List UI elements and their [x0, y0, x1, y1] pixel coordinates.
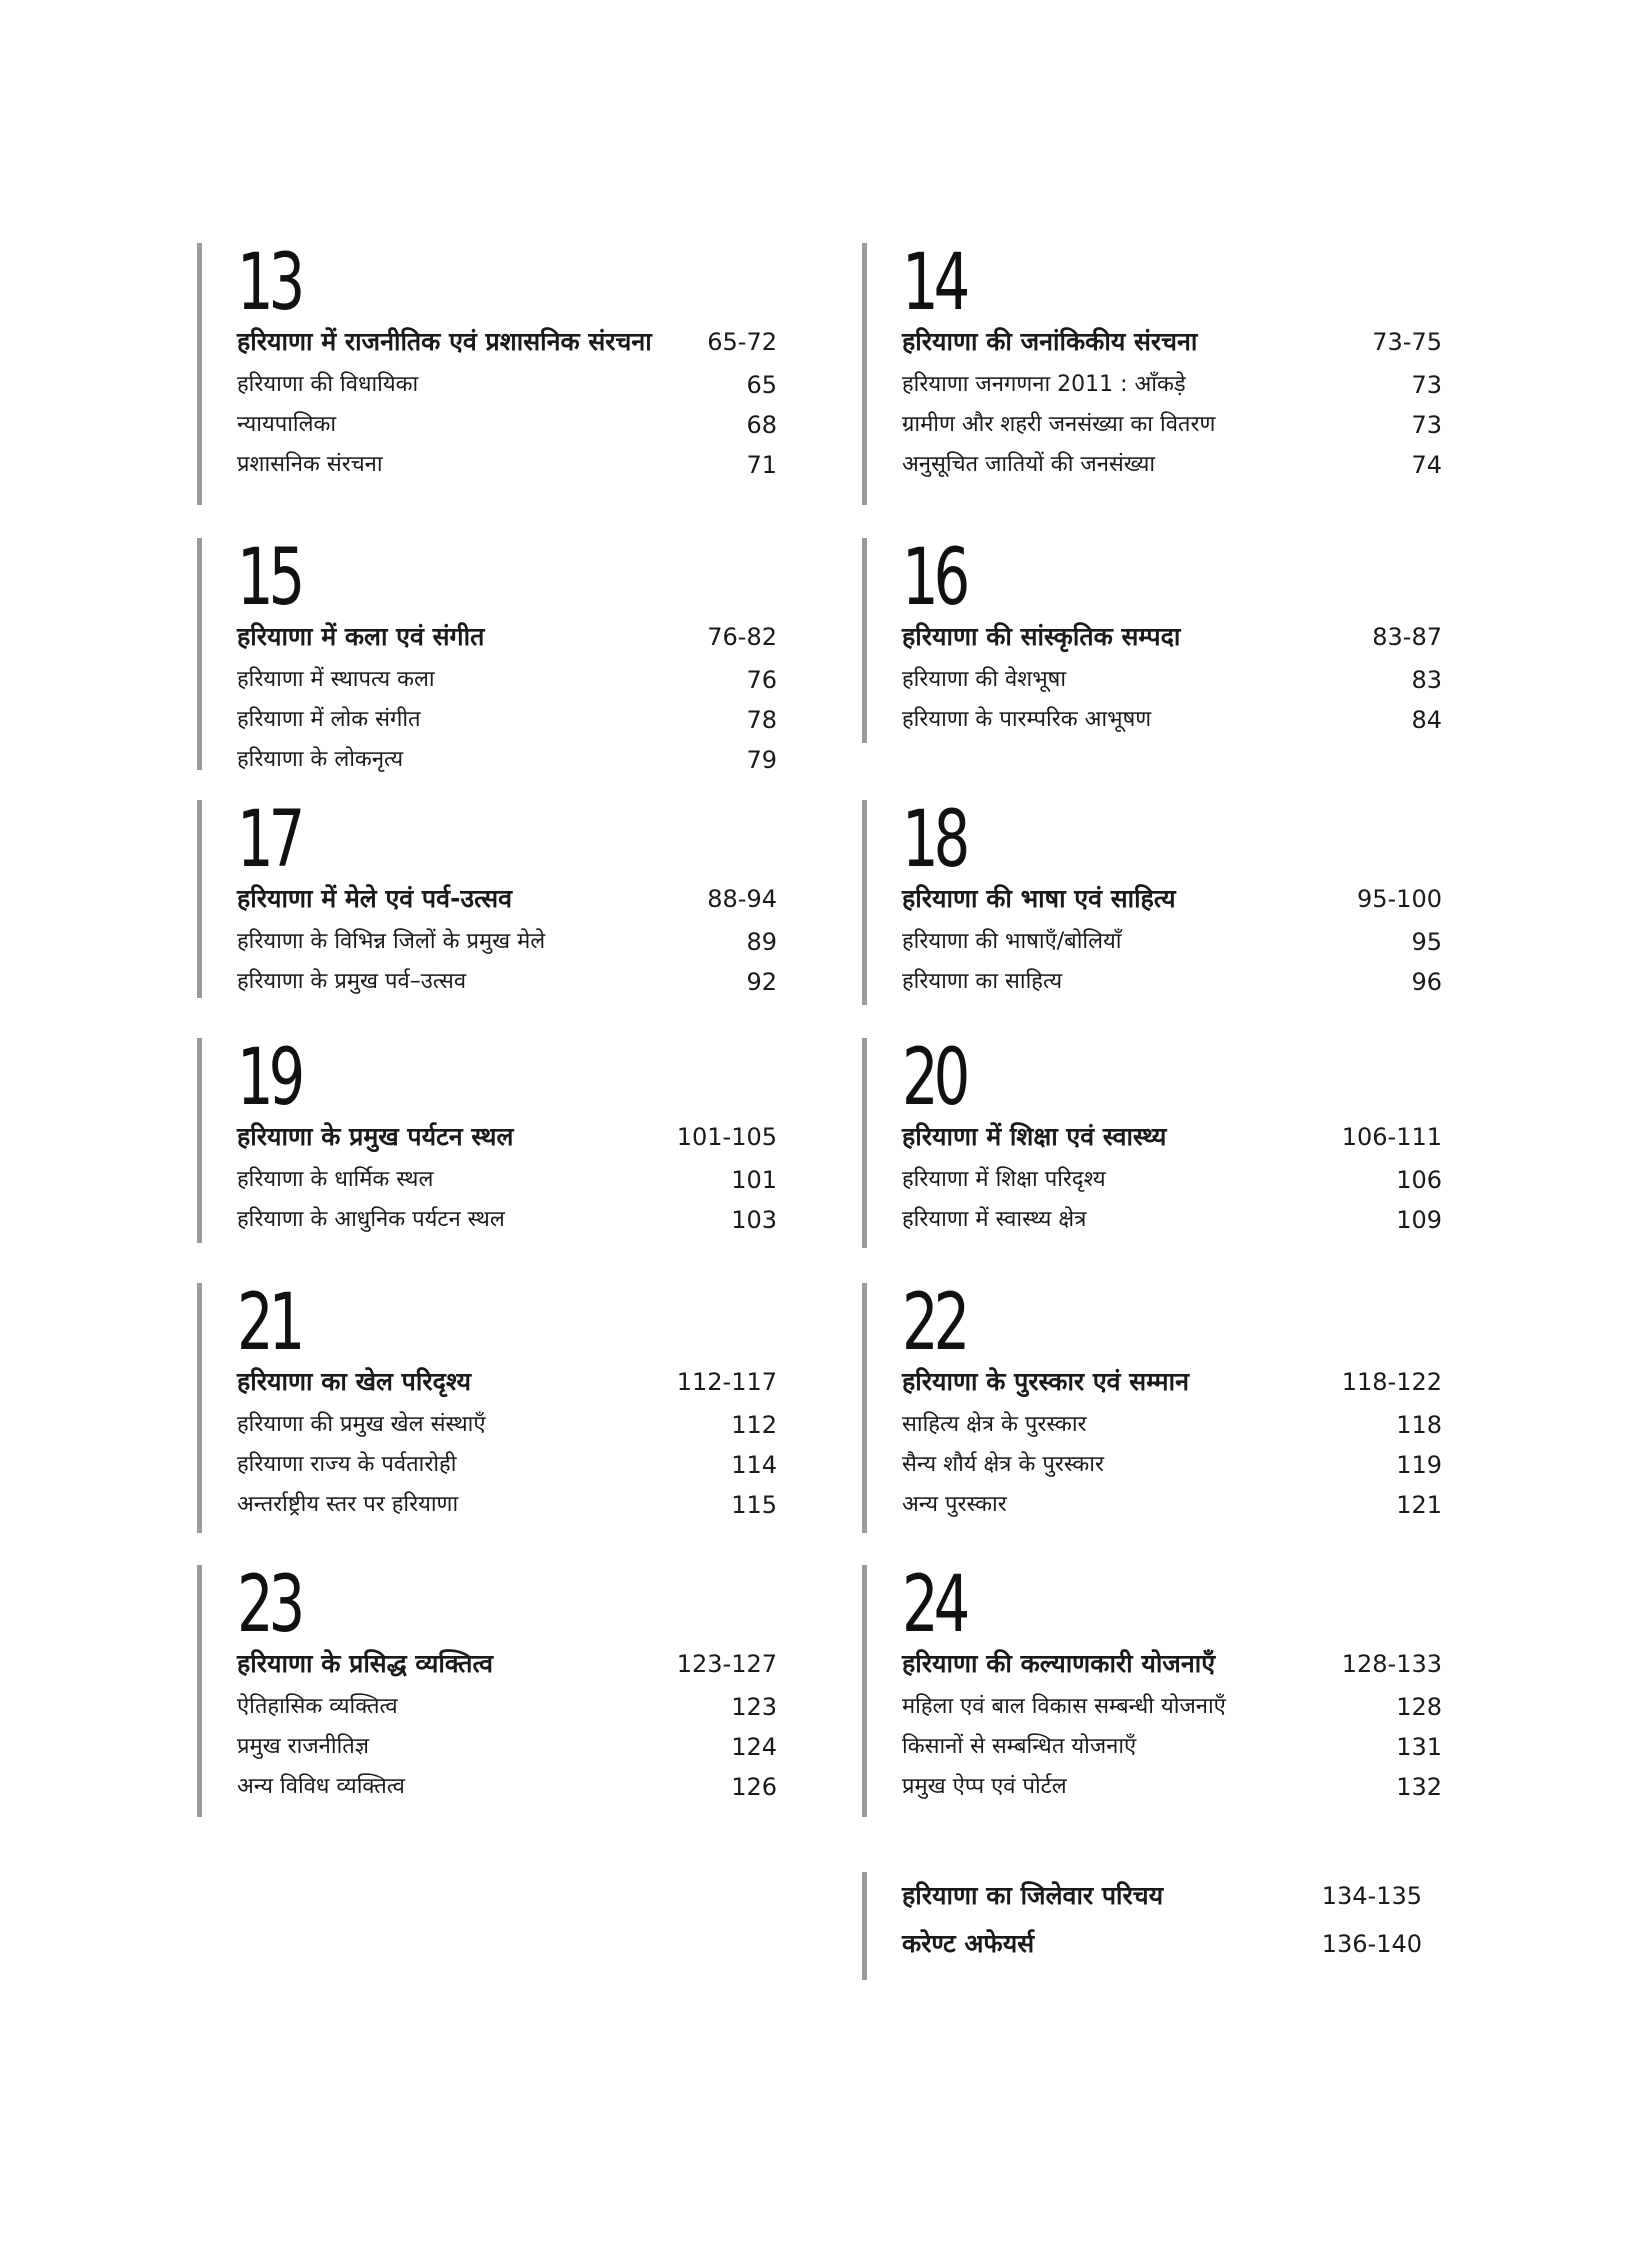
chapter-title-row	[237, 1365, 777, 1399]
toc-item	[902, 922, 1442, 962]
toc-item	[237, 1727, 777, 1767]
chapter-19	[197, 1033, 777, 1240]
toc-item-title: ग्रामीण और शहरी जनसंख्या का वितरण	[902, 412, 1216, 437]
chapter-number: 23	[237, 1560, 301, 1650]
toc-item-page: 126	[731, 1773, 777, 1801]
extra-sections	[862, 1872, 1422, 1968]
toc-item-page: 124	[731, 1733, 777, 1761]
toc-item-page: 83	[1411, 666, 1442, 694]
toc-item-title: हरियाणा के पारम्परिक आभूषण	[902, 707, 1152, 732]
chapter-title-row	[237, 620, 777, 654]
toc-item-title: हरियाणा जनगणना 2011 : आँकड़े	[902, 372, 1186, 397]
toc-item-page: 121	[1396, 1491, 1442, 1519]
chapter-bar	[862, 1283, 867, 1533]
chapter-bar	[197, 1565, 202, 1817]
chapter-17	[197, 795, 777, 1002]
toc-item-page: 95	[1411, 928, 1442, 956]
chapter-title-row	[237, 1647, 777, 1681]
toc-item-title: हरियाणा में लोक संगीत	[237, 707, 421, 732]
chapter-title-row	[902, 325, 1442, 359]
toc-item-page: 118	[1396, 1411, 1442, 1439]
chapter-bar	[862, 800, 867, 1005]
chapter-bar	[197, 1283, 202, 1533]
chapter-number: 18	[902, 795, 966, 885]
chapter-16	[862, 533, 1442, 740]
chapter-title: हरियाणा की जनांकिकीय संरचना	[902, 327, 1198, 356]
toc-item	[902, 1445, 1442, 1485]
toc-item-title: हरियाणा की विधायिका	[237, 372, 419, 397]
toc-item-page: 132	[1396, 1773, 1442, 1801]
toc-item-page: 92	[746, 968, 777, 996]
chapter-bar	[862, 243, 867, 505]
toc-item-title: अनुसूचित जातियों की जनसंख्या	[902, 452, 1156, 477]
chapter-number: 20	[902, 1033, 966, 1123]
toc-item	[237, 700, 777, 740]
chapter-pages: 118-122	[1341, 1368, 1442, 1396]
toc-item-title: हरियाणा के आधुनिक पर्यटन स्थल	[237, 1207, 505, 1232]
toc-item-page: 123	[731, 1693, 777, 1721]
extra-pages: 136-140	[1321, 1930, 1422, 1958]
toc-item-title: हरियाणा में स्थापत्य कला	[237, 667, 435, 692]
chapter-number: 17	[237, 795, 301, 885]
chapter-title: हरियाणा की भाषा एवं साहित्य	[902, 884, 1176, 913]
toc-item	[902, 962, 1442, 1002]
toc-item-page: 71	[746, 451, 777, 479]
chapter-number: 21	[237, 1278, 301, 1368]
toc-item	[237, 1485, 777, 1525]
toc-item	[902, 700, 1442, 740]
extra-title: हरियाणा का जिलेवार परिचय	[902, 1881, 1164, 1910]
toc-item-page: 79	[746, 746, 777, 774]
chapter-title-row	[902, 1365, 1442, 1399]
chapter-title-row	[237, 325, 777, 359]
toc-item-page: 78	[746, 706, 777, 734]
toc-item	[237, 660, 777, 700]
toc-item-title: साहित्य क्षेत्र के पुरस्कार	[902, 1412, 1087, 1437]
toc-item-title: हरियाणा की वेशभूषा	[902, 667, 1067, 692]
toc-item-title: प्रमुख ऐप्प एवं पोर्टल	[902, 1774, 1067, 1799]
extra-row	[902, 1920, 1422, 1968]
toc-item-title: प्रमुख राजनीतिज्ञ	[237, 1734, 369, 1759]
chapter-number: 15	[237, 533, 301, 623]
chapter-title: हरियाणा में मेले एवं पर्व-उत्सव	[237, 884, 513, 913]
chapter-pages: 76-82	[707, 623, 777, 651]
toc-item	[237, 1200, 777, 1240]
toc-item	[902, 405, 1442, 445]
toc-item-title: हरियाणा के प्रमुख पर्व–उत्सव	[237, 969, 467, 994]
chapter-number: 19	[237, 1033, 301, 1123]
toc-item-title: हरियाणा का साहित्य	[902, 969, 1063, 994]
toc-item-page: 65	[746, 371, 777, 399]
chapter-14	[862, 238, 1442, 485]
toc-item-page: 101	[731, 1166, 777, 1194]
chapter-number: 13	[237, 238, 301, 328]
chapter-23	[197, 1560, 777, 1807]
toc-item	[237, 962, 777, 1002]
toc-item-page: 68	[746, 411, 777, 439]
toc-item-page: 128	[1396, 1693, 1442, 1721]
toc-item	[902, 1767, 1442, 1807]
toc-item	[902, 1405, 1442, 1445]
toc-item-title: हरियाणा के धार्मिक स्थल	[237, 1167, 434, 1192]
chapter-title: हरियाणा की कल्याणकारी योजनाएँ	[902, 1649, 1216, 1678]
chapter-13	[197, 238, 777, 485]
chapter-18	[862, 795, 1442, 1002]
chapter-title-row	[902, 620, 1442, 654]
toc-item-page: 109	[1396, 1206, 1442, 1234]
toc-item-title: हरियाणा राज्य के पर्वतारोही	[237, 1452, 457, 1477]
toc-item	[237, 1445, 777, 1485]
toc-item	[237, 365, 777, 405]
toc-item-page: 89	[746, 928, 777, 956]
chapter-pages: 128-133	[1341, 1650, 1442, 1678]
toc-item-title: ऐतिहासिक व्यक्तित्व	[237, 1694, 398, 1719]
chapter-title: हरियाणा में कला एवं संगीत	[237, 622, 485, 651]
toc-item-page: 73	[1411, 371, 1442, 399]
toc-item-page: 114	[731, 1451, 777, 1479]
toc-item	[902, 660, 1442, 700]
toc-item-page: 76	[746, 666, 777, 694]
toc-item	[902, 365, 1442, 405]
toc-item-title: हरियाणा की प्रमुख खेल संस्थाएँ	[237, 1412, 486, 1437]
chapter-title: हरियाणा की सांस्कृतिक सम्पदा	[902, 622, 1181, 651]
toc-item-title: हरियाणा की भाषाएँ/बोलियाँ	[902, 929, 1122, 954]
chapter-24	[862, 1560, 1442, 1807]
toc-item	[902, 1687, 1442, 1727]
toc-item	[902, 1727, 1442, 1767]
extra-bar	[862, 1872, 867, 1980]
toc-item-page: 106	[1396, 1166, 1442, 1194]
toc-item	[237, 1405, 777, 1445]
toc-item-title: अन्य पुरस्कार	[902, 1492, 1007, 1517]
chapter-bar	[197, 538, 202, 770]
toc-item-title: महिला एवं बाल विकास सम्बन्धी योजनाएँ	[902, 1694, 1226, 1719]
toc-item	[237, 1767, 777, 1807]
chapter-pages: 112-117	[676, 1368, 777, 1396]
toc-item-page: 96	[1411, 968, 1442, 996]
chapter-title-row	[902, 1647, 1442, 1681]
chapter-pages: 83-87	[1372, 623, 1442, 651]
chapter-number: 22	[902, 1278, 966, 1368]
chapter-title-row	[237, 882, 777, 916]
toc-item-page: 74	[1411, 451, 1442, 479]
chapter-bar	[197, 243, 202, 505]
chapter-number: 16	[902, 533, 966, 623]
chapter-pages: 123-127	[676, 1650, 777, 1678]
toc-item	[902, 1160, 1442, 1200]
toc-item-title: प्रशासनिक संरचना	[237, 452, 383, 477]
toc-item-page: 103	[731, 1206, 777, 1234]
toc-item	[237, 405, 777, 445]
chapter-pages: 101-105	[676, 1123, 777, 1151]
chapter-pages: 95-100	[1356, 885, 1442, 913]
chapter-bar	[862, 538, 867, 743]
toc-item-page: 84	[1411, 706, 1442, 734]
toc-item-title: हरियाणा में स्वास्थ्य क्षेत्र	[902, 1207, 1087, 1232]
toc-item	[902, 1485, 1442, 1525]
toc-item	[237, 1160, 777, 1200]
toc-item-page: 73	[1411, 411, 1442, 439]
toc-item-page: 112	[731, 1411, 777, 1439]
chapter-15	[197, 533, 777, 780]
toc-item	[237, 740, 777, 780]
chapter-title-row	[902, 1120, 1442, 1154]
chapter-20	[862, 1033, 1442, 1240]
toc-item-title: हरियाणा के विभिन्न जिलों के प्रमुख मेले	[237, 929, 546, 954]
chapter-22	[862, 1278, 1442, 1525]
toc-item-title: न्यायपालिका	[237, 412, 337, 437]
chapter-bar	[862, 1565, 867, 1817]
toc-item-title: अन्य विविध व्यक्तित्व	[237, 1774, 405, 1799]
chapter-title: हरियाणा के पुरस्कार एवं सम्मान	[902, 1367, 1189, 1396]
toc-item	[237, 445, 777, 485]
toc-item	[902, 1200, 1442, 1240]
toc-item-page: 115	[731, 1491, 777, 1519]
toc-item	[237, 922, 777, 962]
chapter-bar	[197, 800, 202, 998]
chapter-pages: 88-94	[707, 885, 777, 913]
extra-title: करेण्ट अफेयर्स	[902, 1929, 1035, 1958]
chapter-title: हरियाणा का खेल परिदृश्य	[237, 1367, 471, 1396]
chapter-bar	[862, 1038, 867, 1248]
chapter-bar	[197, 1038, 202, 1243]
chapter-pages: 65-72	[707, 328, 777, 356]
toc-item-title: हरियाणा के लोकनृत्य	[237, 747, 404, 772]
toc-item-page: 131	[1396, 1733, 1442, 1761]
chapter-21	[197, 1278, 777, 1525]
toc-item-title: सैन्य शौर्य क्षेत्र के पुरस्कार	[902, 1452, 1104, 1477]
chapter-title-row	[237, 1120, 777, 1154]
chapter-title: हरियाणा में राजनीतिक एवं प्रशासनिक संरचना	[237, 327, 652, 356]
toc-item	[237, 1687, 777, 1727]
toc-item-title: हरियाणा में शिक्षा परिदृश्य	[902, 1167, 1106, 1192]
chapter-number: 24	[902, 1560, 966, 1650]
toc-item	[902, 445, 1442, 485]
extra-row	[902, 1872, 1422, 1920]
toc-item-title: किसानों से सम्बन्धित योजनाएँ	[902, 1734, 1137, 1759]
chapter-title: हरियाणा के प्रमुख पर्यटन स्थल	[237, 1122, 514, 1151]
toc-item-page: 119	[1396, 1451, 1442, 1479]
chapter-pages: 106-111	[1341, 1123, 1442, 1151]
chapter-pages: 73-75	[1372, 328, 1442, 356]
chapter-number: 14	[902, 238, 966, 328]
chapter-title: हरियाणा के प्रसिद्ध व्यक्तित्व	[237, 1649, 494, 1678]
chapter-title: हरियाणा में शिक्षा एवं स्वास्थ्य	[902, 1122, 1167, 1151]
chapter-title-row	[902, 882, 1442, 916]
extra-pages: 134-135	[1321, 1882, 1422, 1910]
toc-item-title: अन्तर्राष्ट्रीय स्तर पर हरियाणा	[237, 1492, 459, 1517]
